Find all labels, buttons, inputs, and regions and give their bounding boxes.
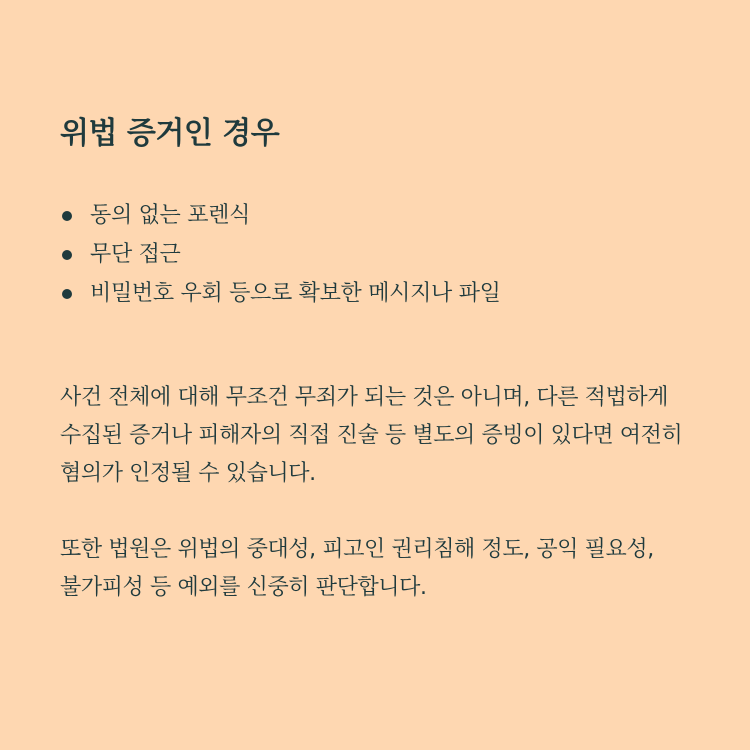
bullet-list (60, 196, 700, 313)
list-item-text: 동의 없는 포렌식 (90, 203, 251, 228)
body-paragraph: 또한 법원은 위법의 중대성, 피고인 권리침해 정도, 공익 필요성, 불가피성 등 예외를 신중히 판단합니다. (60, 537, 654, 600)
bullet-dot-icon (62, 250, 72, 260)
content-card (60, 112, 700, 607)
bullet-dot-icon (62, 289, 72, 299)
page-title: 위법 증거인 경우 (60, 116, 280, 151)
body-paragraph: 사건 전체에 대해 무조건 무죄가 되는 것은 아니며, 다른 적법하게 수집된 증거나 피해자의 직접 진술 등 별도의 증빙이 있다면 여전히 혐의가 인정될 수 있습니다. (60, 385, 683, 486)
list-item-text: 무단 접근 (90, 242, 181, 267)
list-item (60, 196, 700, 235)
list-item-text: 비밀번호 우회 등으로 확보한 메시지나 파일 (90, 281, 501, 306)
list-item (60, 274, 700, 313)
list-item (60, 235, 700, 274)
bullet-dot-icon (62, 211, 72, 221)
